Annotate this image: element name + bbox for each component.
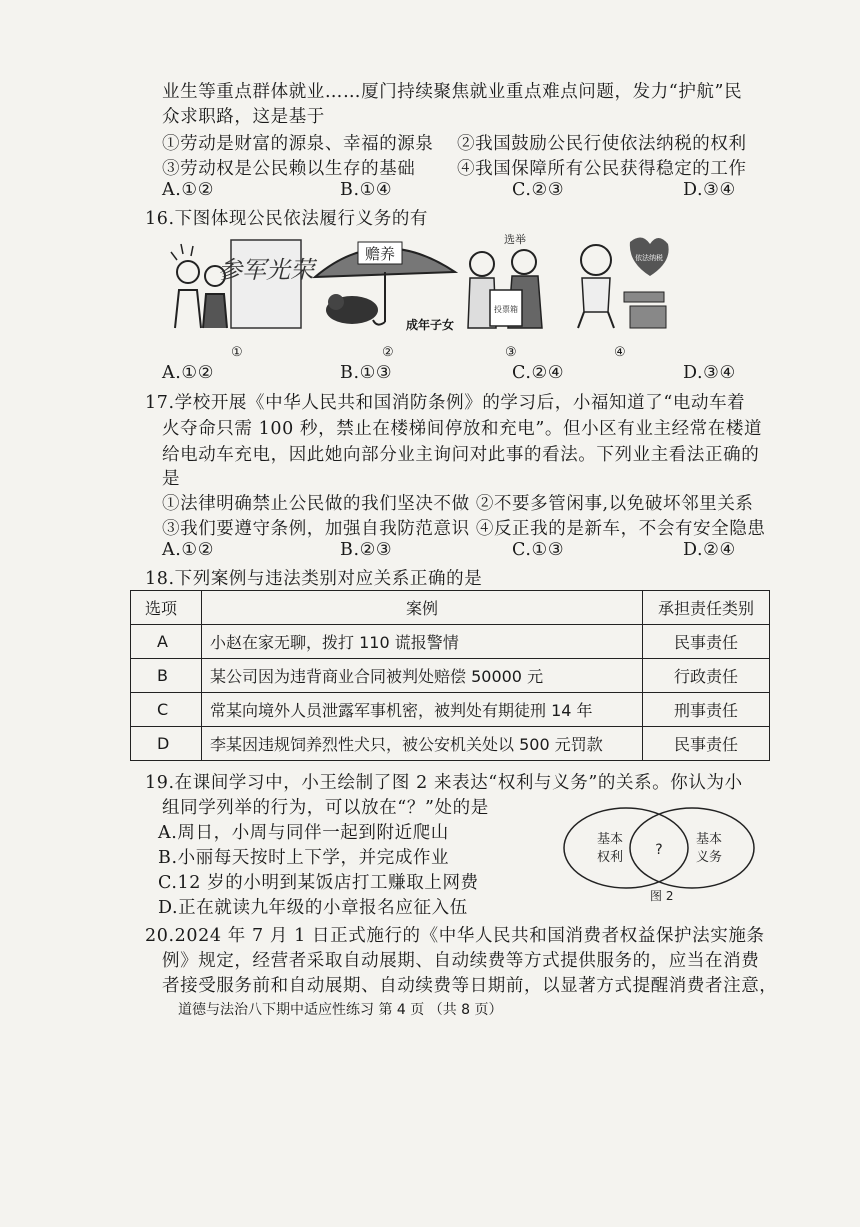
q18-case-table (130, 590, 770, 761)
q19-line2: 组同学列举的行为，可以放在“？”处的是 (162, 798, 489, 818)
ballot-box-text: 投票箱 (494, 305, 518, 314)
row-option: B (131, 659, 202, 693)
q17-statements-3-4: ③我们要遵守条例，加强自我防范意识 ④反正我的是新车，不会有安全隐患 (162, 519, 766, 539)
table-row (131, 693, 770, 727)
q16-option-a[interactable]: A.①② (162, 363, 214, 383)
venn-left-line2: 权利 (597, 850, 624, 865)
enlistment-text: 参军光荣 (218, 258, 314, 284)
q15-option-a[interactable]: A.①② (162, 180, 214, 200)
table-row (131, 659, 770, 693)
q15-line1: 业生等重点群体就业……厦门持续聚焦就业重点难点问题，发力“护航”民 (162, 82, 743, 102)
q17-line1: 17.学校开展《中华人民共和国消防条例》的学习后，小福知道了“电动车着 (145, 393, 746, 413)
table-row (131, 727, 770, 761)
q16-stem: 16.下图体现公民依法履行义务的有 (145, 209, 429, 229)
elder-support-caption: 成年子女 (405, 318, 455, 332)
q20-line1: 20.2024 年 7 月 1 日正式施行的《中华人民共和国消费者权益保护法实施条 (145, 926, 765, 946)
q17-line4: 是 (162, 469, 181, 489)
umbrella-text: 赡养 (364, 246, 396, 263)
elder-support-cartoon-icon (310, 232, 460, 332)
tax-cartoon-icon (560, 232, 670, 332)
q17-option-a[interactable]: A.①② (162, 540, 214, 560)
picture-4-label: ④ (614, 345, 626, 360)
election-text: 选举 (504, 234, 526, 246)
q20-line2: 例》规定，经营者采取自动展期、自动续费等方式提供服务的，应当在消费 (162, 951, 760, 971)
picture-2-label: ② (382, 345, 394, 360)
q15-statement-2: ②我国鼓励公民行使依法纳税的权利 (457, 134, 747, 154)
q15-option-d[interactable]: D.③④ (683, 180, 736, 200)
q15-option-b[interactable]: B.①④ (340, 180, 393, 200)
row-option: C (131, 693, 202, 727)
picture-3-label: ③ (505, 345, 517, 360)
row-case: 某公司因为违背商业合同被判处赔偿 50000 元 (202, 659, 643, 693)
q19-option-b[interactable]: B.小丽每天按时上下学，并完成作业 (158, 848, 450, 868)
rights-duties-venn-diagram (560, 806, 760, 902)
table-header-row (131, 591, 770, 625)
enlistment-cartoon-icon (163, 232, 314, 332)
q15-line2: 众求职路，这是基于 (162, 107, 325, 127)
q20-line3: 者接受服务前和自动展期、自动续费等日期前，以显著方式提醒消费者注意， (162, 976, 778, 996)
picture-1-label: ① (231, 345, 243, 360)
venn-left-line1: 基本 (597, 832, 624, 847)
q18-stem: 18.下列案例与违法类别对应关系正确的是 (145, 569, 483, 589)
q17-option-b[interactable]: B.②③ (340, 540, 393, 560)
q15-statement-4: ④我国保障所有公民获得稳定的工作 (457, 159, 747, 179)
q17-option-d[interactable]: D.②④ (683, 540, 736, 560)
q17-statements-1-2: ①法律明确禁止公民做的我们坚决不做 ②不要多管闲事,以免破坏邻里关系 (162, 494, 754, 514)
row-liability: 行政责任 (643, 659, 770, 693)
table-row (131, 625, 770, 659)
figure-caption: 图 2 (650, 889, 674, 903)
row-option: A (131, 625, 202, 659)
q19-option-c[interactable]: C.12 岁的小明到某饭店打工赚取上网费 (158, 873, 479, 893)
q15-statement-1: ①劳动是财富的源泉、幸福的源泉 (162, 134, 434, 154)
q16-option-c[interactable]: C.②④ (512, 363, 565, 383)
row-case: 常某向境外人员泄露军事机密，被判处有期徒刑 14 年 (202, 693, 643, 727)
header-option: 选项 (131, 591, 202, 625)
row-case: 小赵在家无聊，拨打 110 谎报警情 (202, 625, 643, 659)
q16-option-b[interactable]: B.①③ (340, 363, 393, 383)
q15-option-c[interactable]: C.②③ (512, 180, 565, 200)
venn-center-mark: ? (655, 842, 663, 858)
q17-line2: 火夺命只需 100 秒，禁止在楼梯间停放和充电”。但小区有业主经常在楼道 (162, 419, 763, 439)
row-liability: 刑事责任 (643, 693, 770, 727)
election-cartoon-icon (462, 232, 554, 332)
q15-statement-3: ③劳动权是公民赖以生存的基础 (162, 159, 416, 179)
page-footer: 道德与法治八下期中适应性练习 第 4 页 （共 8 页） (178, 1002, 503, 1018)
q19-line1: 19.在课间学习中，小王绘制了图 2 来表达“权利与义务”的关系。你认为小 (145, 773, 743, 793)
row-liability: 民事责任 (643, 625, 770, 659)
header-liability: 承担责任类别 (643, 591, 770, 625)
row-case: 李某因违规饲养烈性犬只，被公安机关处以 500 元罚款 (202, 727, 643, 761)
tax-text: 依法纳税 (635, 255, 663, 262)
row-option: D (131, 727, 202, 761)
header-case: 案例 (202, 591, 643, 625)
row-liability: 民事责任 (643, 727, 770, 761)
venn-right-line2: 义务 (696, 850, 723, 865)
venn-right-line1: 基本 (696, 832, 723, 847)
q17-line3: 给电动车充电，因此她向部分业主询问对此事的看法。下列业主看法正确的 (162, 445, 760, 465)
q19-option-a[interactable]: A.周日，小周与同伴一起到附近爬山 (158, 823, 449, 843)
q16-option-d[interactable]: D.③④ (683, 363, 736, 383)
q17-option-c[interactable]: C.①③ (512, 540, 565, 560)
q19-option-d[interactable]: D.正在就读九年级的小章报名应征入伍 (158, 898, 468, 918)
